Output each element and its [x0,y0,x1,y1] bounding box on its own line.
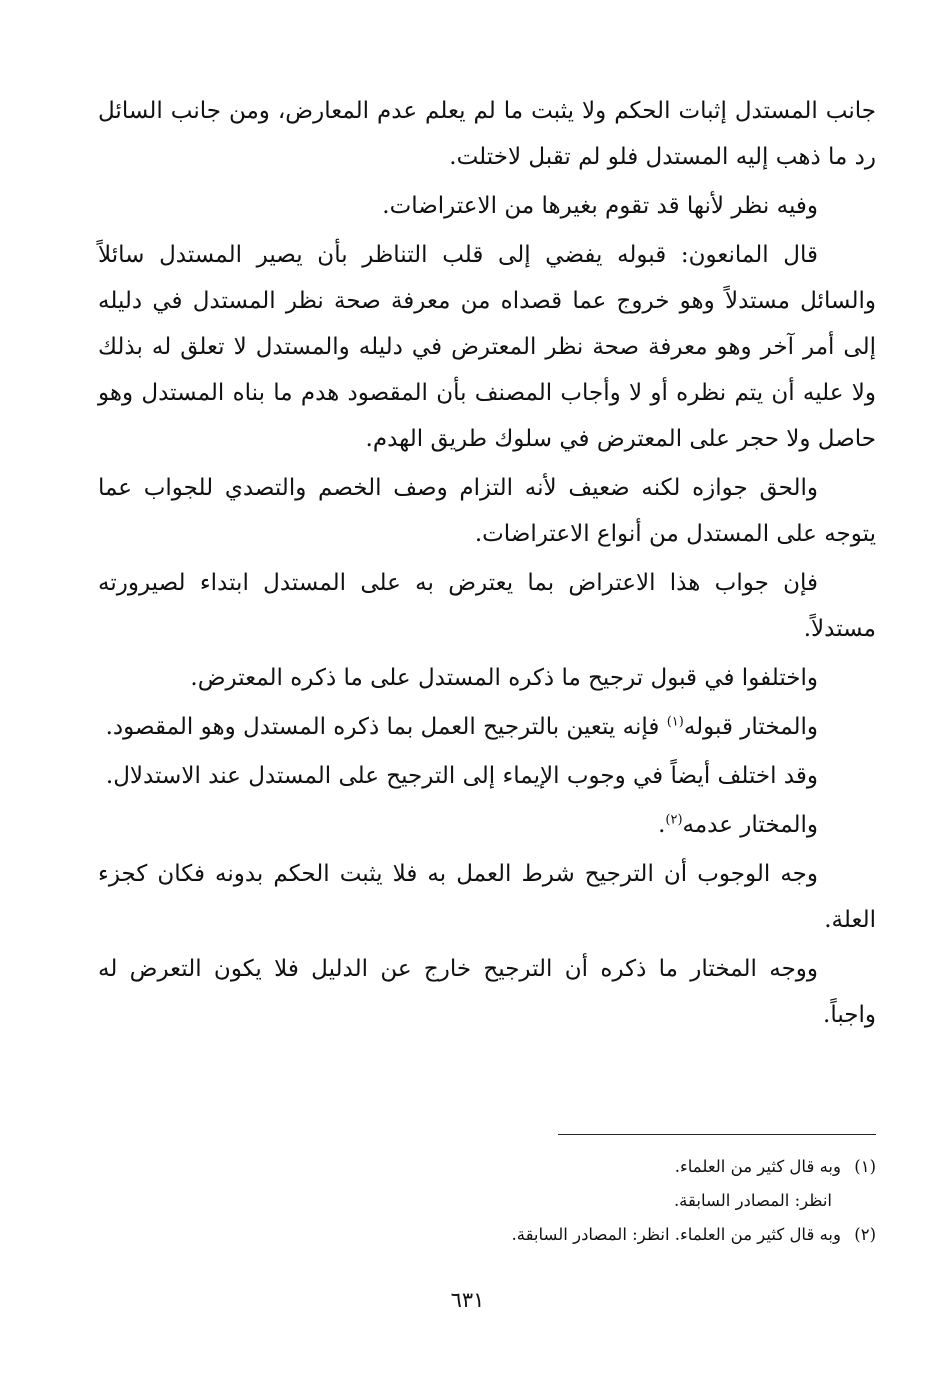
paragraph: وقد اختلف أيضاً في وجوب الإيماء إلى الترجيح على المستدل عند الاستدلال. [105,763,818,789]
footnote-text: انظر: المصادر السابقة. [673,1191,832,1210]
paragraph [98,802,876,848]
paragraph: قال المانعون: قبوله يفضي إلى قلب التناظر بأن يصير المستدل سائلاً والسائل مستدلاً وهو خروج عما قصداه من معرفة صحة نظر المستدل في دليله إلى أمر آخر وهو معرفة صحة نظر المعترض في دليله والمستدل لا تعلق له بذلك ولا عليه أن يتم نظره أو لا وأجاب المصنف بأن المقصود هدم ما بناه المستدل وهو حاصل ولا حجر على المعترض في سلوك طريق الهدم. [98,242,876,452]
paragraph-text: فإنه يتعين بالترجيح العمل بما ذكره المستدل وهو المقصود. [105,714,667,740]
paragraph: فإن جواب هذا الاعتراض بما يعترض به على المستدل ابتداء لصيرورته مستدلاً. [98,570,876,642]
footnote [116,1150,876,1184]
footnote-reference[interactable]: (٢) [665,812,683,828]
footnote-continuation [116,1184,876,1218]
paragraph: وجه الوجوب أن الترجيح شرط العمل به فلا يثبت الحكم بدونه فكان كجزء العلة. [98,861,876,933]
footnote-number: (١) [854,1157,876,1176]
footnote-text: وبه قال كثير من العلماء. انظر: المصادر السابقة. [511,1225,841,1244]
page-number: ٦٣١ [450,1288,485,1312]
paragraph: والحق جوازه لكنه ضعيف لأنه التزام وصف الخصم والتصدي للجواب عما يتوجه على المستدل من أنواع الاعتراضات. [98,475,876,547]
paragraph: وفيه نظر لأنها قد تقوم بغيرها من الاعتراضات. [382,193,818,219]
footnote-divider [558,1134,876,1135]
paragraph-text: والمختار قبوله [683,714,818,740]
paragraph-text: والمختار عدمه [682,812,818,838]
paragraph-text: . [658,812,666,838]
paragraph: واختلفوا في قبول ترجيح ما ذكره المستدل على ما ذكره المعترض. [190,665,818,691]
footnote [116,1218,876,1252]
paragraph: ووجه المختار ما ذكره أن الترجيح خارج عن الدليل فلا يكون التعرض له واجباً. [98,956,876,1028]
footnote-text: وبه قال كثير من العلماء. [674,1157,841,1176]
footnote-number: (٢) [854,1225,876,1244]
main-text [98,88,876,1041]
footnotes [116,1150,876,1252]
paragraph [98,704,876,750]
paragraph: جانب المستدل إثبات الحكم ولا يثبت ما لم يعلم عدم المعارض، ومن جانب السائل رد ما ذهب إليه المستدل فلو لم تقبل لاختلت. [98,98,876,170]
footnote-reference[interactable]: (١) [666,714,684,730]
